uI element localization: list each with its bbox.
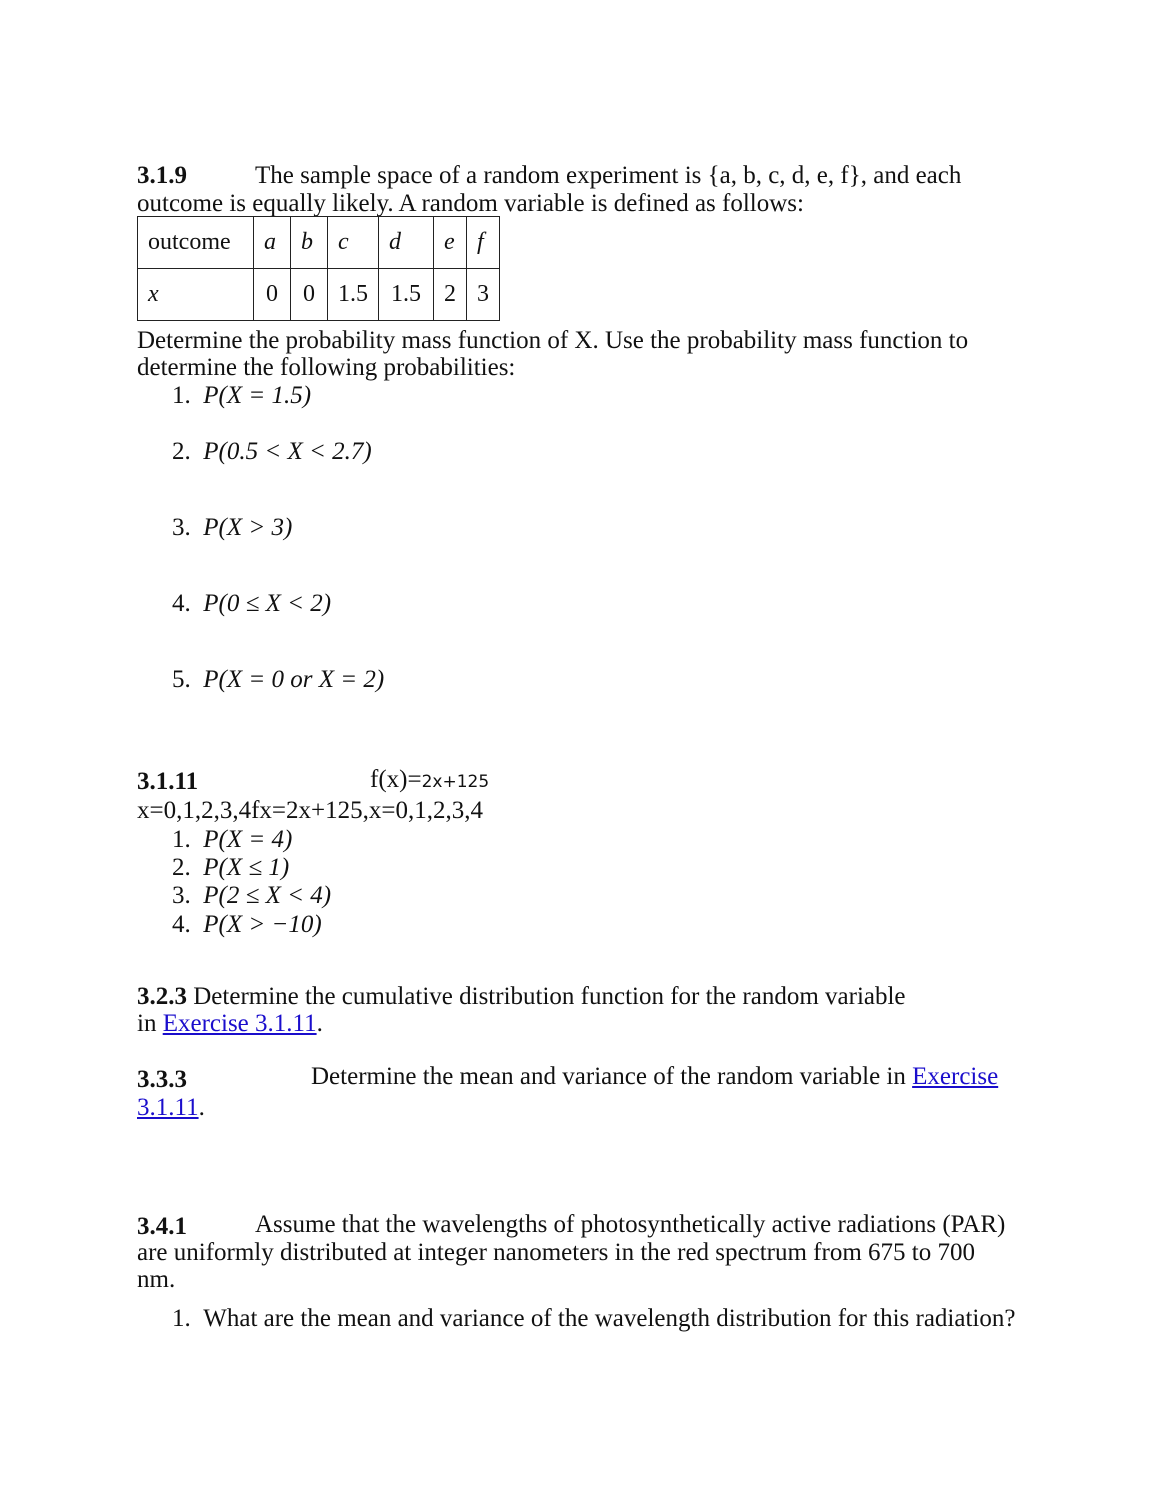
exercise-number: 3.1.11: [137, 768, 199, 795]
list-item: 4. P(0 ≤ X < 2): [172, 590, 332, 617]
list-item: 1. P(X = 1.5): [172, 382, 312, 409]
outcome-table: [137, 216, 500, 321]
exercise-number: 3.3.3: [137, 1066, 187, 1093]
exercise-link[interactable]: Exercise 3.1.11: [162, 1010, 317, 1037]
paragraph-line: in Exercise 3.1.11.: [137, 1010, 323, 1037]
paragraph-line: outcome is equally likely. A random variable is defined as follows:: [137, 190, 804, 217]
exercise-number: 3.4.1: [137, 1213, 187, 1240]
paragraph-line: The sample space of a random experiment is {a, b, c, d, e, f}, and each: [255, 162, 962, 189]
table-header: x: [148, 281, 159, 307]
paragraph-line: 3.1.11.: [137, 1094, 205, 1121]
paragraph-line: Assume that the wavelengths of photosynthetically active radiations (PAR): [255, 1211, 1006, 1238]
table-cell: a: [264, 229, 276, 255]
paragraph-line: Determine the probability mass function of X. Use the probability mass function to: [137, 327, 969, 354]
exercise-link[interactable]: Exercise: [912, 1063, 999, 1090]
table-cell: c: [338, 229, 349, 255]
paragraph-line: nm.: [137, 1266, 176, 1293]
table-cell: e: [444, 229, 455, 255]
table-cell: b: [301, 229, 313, 255]
list-item: 3. P(X > 3): [172, 514, 293, 541]
list-item: 2. P(0.5 < X < 2.7): [172, 438, 372, 465]
table-row: [138, 269, 500, 321]
list-item: 3. P(2 ≤ X < 4): [172, 882, 332, 909]
table-cell: 1.5: [328, 269, 379, 321]
table-header: outcome: [138, 217, 254, 269]
formula-line: x=0,1,2,3,4fx=2x+125,x=0,1,2,3,4: [137, 797, 483, 824]
paragraph-line: determine the following probabilities:: [137, 354, 516, 381]
list-item: 1. P(X = 4): [172, 826, 293, 853]
exercise-number: 3.1.9: [137, 162, 187, 189]
table-cell: f: [477, 229, 484, 255]
table-cell: 3: [467, 269, 500, 321]
list-item: 2. P(X ≤ 1): [172, 854, 290, 881]
table-cell: d: [389, 229, 401, 255]
formula: f(x)=2x+125: [370, 766, 490, 793]
table-cell: 0: [254, 269, 291, 321]
list-item: 1. What are the mean and variance of the wavelength distribution for this radiation?: [172, 1305, 1016, 1332]
paragraph-line: 3.2.3 Determine the cumulative distribution function for the random variable: [137, 983, 906, 1010]
table-cell: 2: [434, 269, 467, 321]
exercise-link[interactable]: 3.1.11: [137, 1094, 199, 1121]
paragraph-line: are uniformly distributed at integer nanometers in the red spectrum from 675 to 700: [137, 1239, 975, 1266]
table-cell: 1.5: [379, 269, 434, 321]
paragraph-line: Determine the mean and variance of the random variable in Exercise: [311, 1063, 999, 1090]
table-cell: 0: [291, 269, 328, 321]
list-item: 4. P(X > −10): [172, 911, 322, 938]
table-row: [138, 217, 500, 269]
list-item: 5. P(X = 0 or X = 2): [172, 666, 385, 693]
